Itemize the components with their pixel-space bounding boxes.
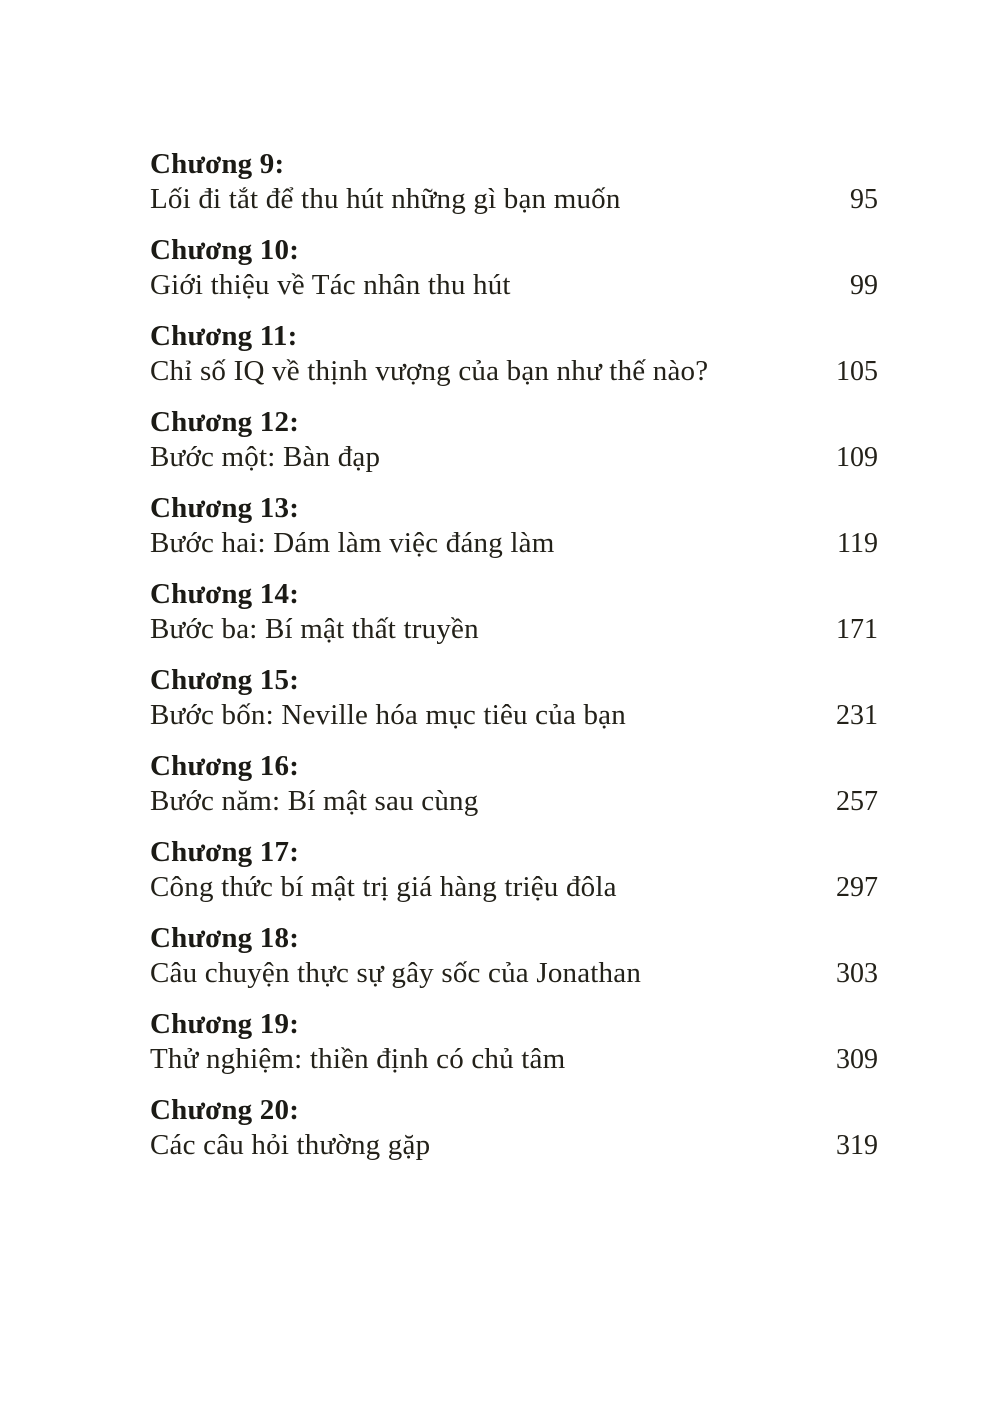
- toc-entry-row: [150, 784, 878, 819]
- toc-entry-row: [150, 440, 878, 475]
- chapter-label: Chương 19:: [150, 1008, 300, 1040]
- toc-entry: [150, 490, 878, 561]
- chapter-label: Chương 11:: [150, 320, 298, 352]
- toc-entry-row: [150, 612, 878, 647]
- chapter-title: Thử nghiệm: thiền định có chủ tâm: [150, 1043, 566, 1075]
- chapter-label: Chương 18:: [150, 922, 300, 954]
- chapter-label: Chương 15:: [150, 664, 300, 696]
- toc-entry-row: [150, 182, 878, 217]
- toc-entry-row: [150, 268, 878, 303]
- toc-entry: [150, 232, 878, 303]
- chapter-title: Công thức bí mật trị giá hàng triệu đôla: [150, 871, 617, 903]
- chapter-label: Chương 20:: [150, 1094, 300, 1126]
- chapter-title: Bước ba: Bí mật thất truyền: [150, 613, 479, 645]
- chapter-title: Chỉ số IQ về thịnh vượng của bạn như thế nào?: [150, 355, 709, 387]
- toc-entry: [150, 404, 878, 475]
- toc-entry-row: [150, 1042, 878, 1077]
- page-number: 109: [836, 442, 878, 473]
- toc-entry: [150, 748, 878, 819]
- toc-entry-row: [150, 870, 878, 905]
- toc-entry-row: [150, 526, 878, 561]
- page-number: 297: [836, 872, 878, 903]
- toc-entry-row: [150, 354, 878, 389]
- toc-entry: [150, 318, 878, 389]
- chapter-title: Câu chuyện thực sự gây sốc của Jonathan: [150, 957, 642, 989]
- page-number: 99: [850, 270, 878, 301]
- toc-entry-row: [150, 698, 878, 733]
- toc-entry: [150, 1006, 878, 1077]
- chapter-title: Bước hai: Dám làm việc đáng làm: [150, 527, 555, 559]
- toc-entry-row: [150, 956, 878, 991]
- chapter-title: Bước một: Bàn đạp: [150, 441, 381, 473]
- toc-entry: [150, 662, 878, 733]
- page-number: 171: [836, 614, 878, 645]
- toc-entry: [150, 920, 878, 991]
- page-number: 119: [837, 528, 878, 559]
- page-number: 105: [836, 356, 878, 387]
- page-number: 303: [836, 958, 878, 989]
- chapter-title: Bước bốn: Neville hóa mục tiêu của bạn: [150, 699, 626, 731]
- toc-entry: [150, 576, 878, 647]
- page-number: 95: [850, 184, 878, 215]
- chapter-label: Chương 10:: [150, 234, 300, 266]
- toc-entry: [150, 834, 878, 905]
- page-number: 257: [836, 786, 878, 817]
- chapter-title: Lối đi tắt để thu hút những gì bạn muốn: [150, 183, 621, 215]
- chapter-label: Chương 12:: [150, 406, 300, 438]
- page-number: 231: [836, 700, 878, 731]
- chapter-title: Bước năm: Bí mật sau cùng: [150, 785, 479, 817]
- chapter-label: Chương 13:: [150, 492, 300, 524]
- toc-entry-row: [150, 1128, 878, 1163]
- chapter-label: Chương 16:: [150, 750, 300, 782]
- toc-entry: [150, 146, 878, 217]
- chapter-label: Chương 17:: [150, 836, 300, 868]
- chapter-title: Các câu hỏi thường gặp: [150, 1129, 431, 1161]
- toc-entry: [150, 1092, 878, 1163]
- page-number: 319: [836, 1130, 878, 1161]
- chapter-label: Chương 14:: [150, 578, 300, 610]
- chapter-label: Chương 9:: [150, 148, 285, 180]
- page-number: 309: [836, 1044, 878, 1075]
- chapter-title: Giới thiệu về Tác nhân thu hút: [150, 269, 511, 301]
